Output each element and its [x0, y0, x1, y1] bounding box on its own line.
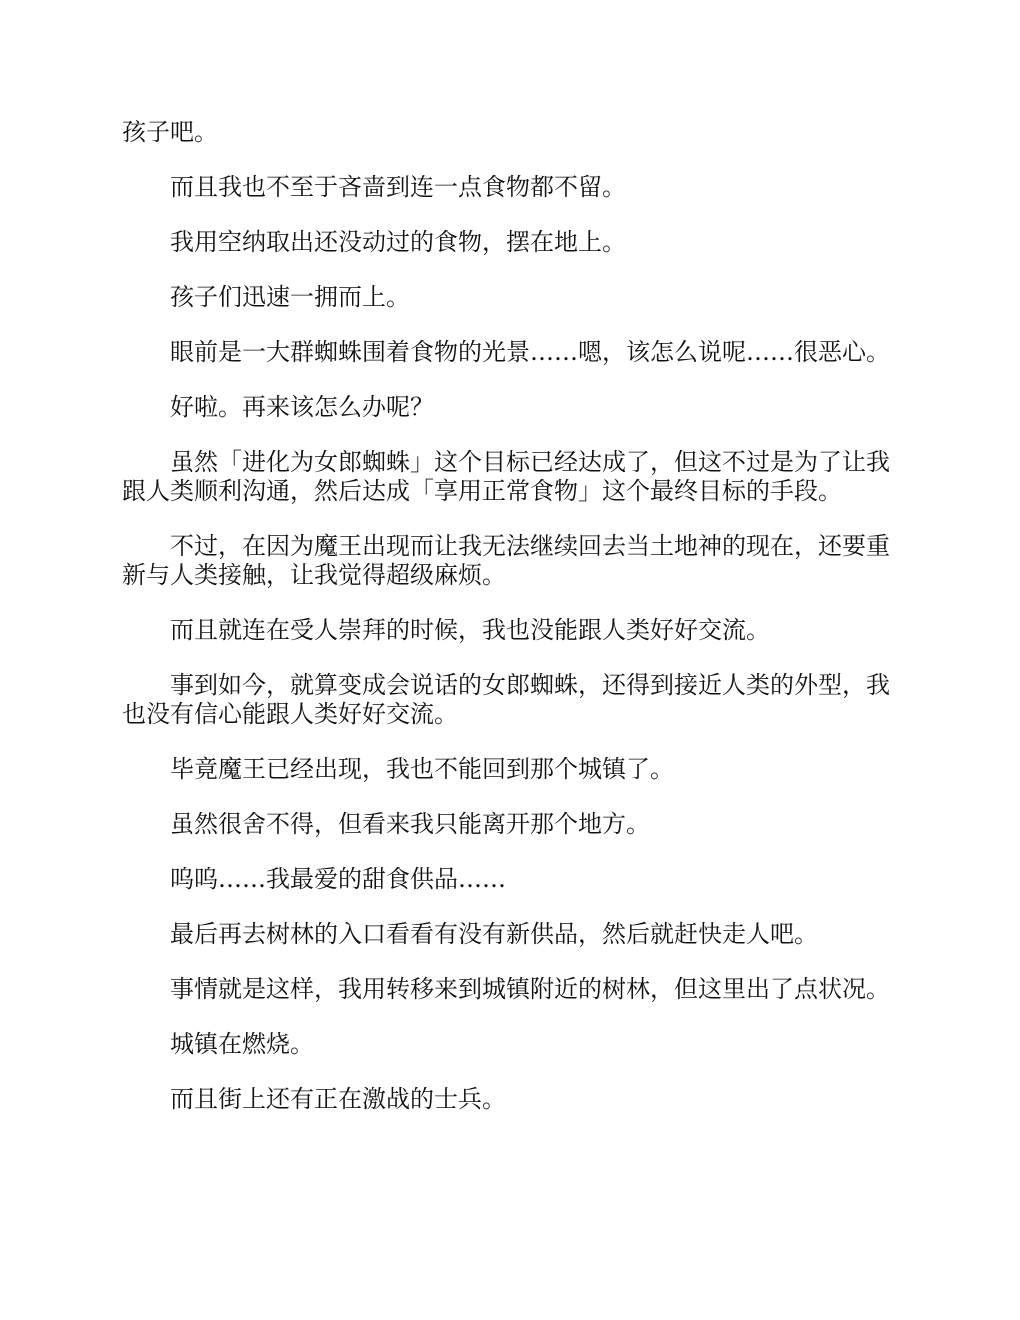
paragraph: 而且就连在受人崇拜的时候，我也没能跟人类好好交流。 — [170, 616, 770, 644]
paragraph: 好啦。再来该怎么办呢？ — [170, 393, 434, 421]
paragraph-continuation: 孩子吧。 — [122, 118, 218, 146]
paragraph: 事情就是这样，我用转移来到城镇附近的树林，但这里出了点状况。 — [170, 975, 890, 1003]
paragraph: 事到如今，就算变成会说话的女郎蜘蛛，还得到接近人类的外型，我也没有信心能跟人类好好交流。 — [122, 671, 890, 728]
paragraph: 而且我也不至于吝啬到连一点食物都不留。 — [170, 173, 626, 201]
paragraph: 不过，在因为魔王出现而让我无法继续回去当土地神的现在，还要重新与人类接触，让我觉得超级麻烦。 — [122, 532, 890, 589]
paragraph: 虽然「进化为女郎蜘蛛」这个目标已经达成了，但这不过是为了让我跟人类顺利沟通，然后达成「享用正常食物」这个最终目标的手段。 — [122, 448, 890, 505]
paragraph: 眼前是一大群蜘蛛围着食物的光景……嗯，该怎么说呢……很恶心。 — [170, 338, 890, 366]
paragraph: 最后再去树林的入口看看有没有新供品，然后就赶快走人吧。 — [170, 920, 818, 948]
paragraph: 呜呜……我最爱的甜食供品…… — [170, 865, 506, 893]
document-page — [122, 118, 898, 1140]
paragraph: 毕竟魔王已经出现，我也不能回到那个城镇了。 — [170, 755, 674, 783]
paragraph: 城镇在燃烧。 — [170, 1030, 314, 1058]
paragraph: 我用空纳取出还没动过的食物，摆在地上。 — [170, 228, 626, 256]
paragraph: 而且街上还有正在激战的士兵。 — [170, 1085, 506, 1113]
paragraph: 虽然很舍不得，但看来我只能离开那个地方。 — [170, 810, 650, 838]
paragraph: 孩子们迅速一拥而上。 — [170, 283, 410, 311]
